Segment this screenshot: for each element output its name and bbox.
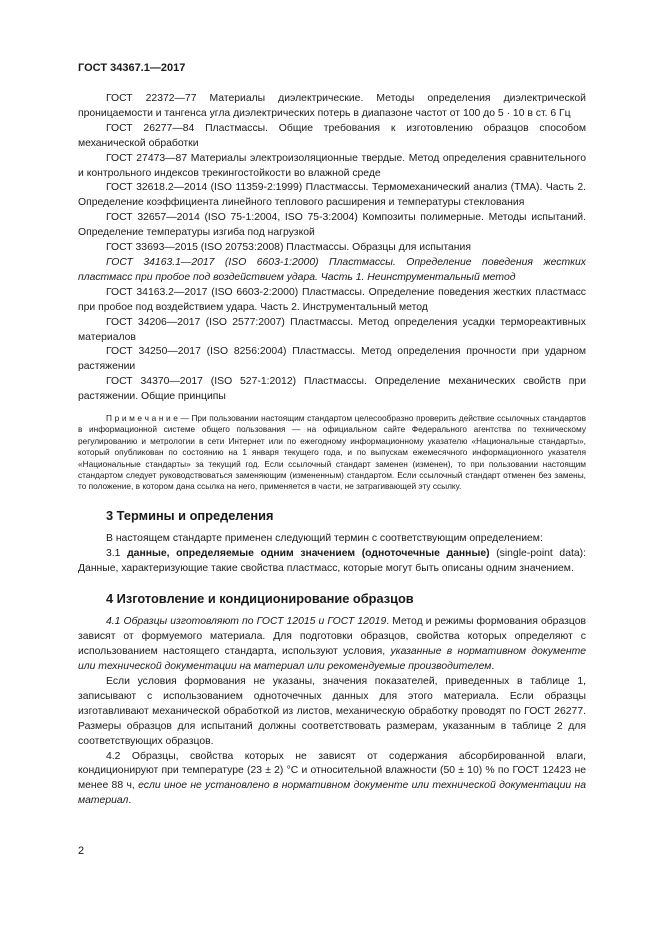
reference-item: ГОСТ 33693—2015 (ISO 20753:2008) Пластмассы. Образцы для испытания — [106, 242, 471, 254]
reference-note — [78, 413, 586, 493]
section-3-intro: В настоящем стандарте применен следующий термин с соответствующим определением: — [106, 532, 543, 544]
reference-item: ГОСТ 34370—2017 (ISO 527-1:2012) Пластмассы. Определение механических свойств при растяжении. Общие принципы — [78, 376, 586, 403]
clause-4-2: 4.2 Образцы, свойства которых не зависят от содержания абсорбированной влаги, кондиционируют при температуре (23 ± 2) °С и относительной влажности (50 ± 10) % по ГОСТ 12423 не менее 88 ч, если иное не установлено в нормативном документе или технической документации на материал. — [78, 750, 586, 807]
reference-item: ГОСТ 22372—77 Материалы диэлектрические. Методы определения диэлектрической проницаемости и тангенса угла диэлектрических потерь в диапазоне частот от 100 до 5 · 10 в ст. 6 Гц — [78, 93, 586, 119]
page-number: 2 — [78, 845, 85, 857]
note-text: — При пользовании настоящим стандартом целесообразно проверить действие ссылочных стандартов в информационной системе общего пользования — на официальном сайте Федерального агентства по техническому регулированию и метрологии в сети Интернет или по ежегодному информационному указателю «Национальные стандарты», который опубликован по состоянию на 1 января текущего года, и по выпускам ежемесячного информационного указателя «Национальные стандарты» за текущий год. Если ссылочный стандарт заменен (изменен), то при пользовании настоящим стандартом следует руководствоваться заменяющим (измененным) стандартом. Если ссылочный стандарт отменен без замены, то положение, в котором дана ссылка на него, применяется в части, не затрагивающей эту ссылку. — [78, 413, 586, 492]
reference-item: ГОСТ 34250—2017 (ISO 8256:2004) Пластмассы. Метод определения прочности при ударном растяжении — [78, 346, 586, 373]
term-name: данные, определяемые одним значением (одноточечные данные) — [127, 547, 490, 559]
reference-item: ГОСТ 34163.2—2017 (ISO 6603-2:2000) Пластмассы. Определение поведения жестких пластмасс при пробое под воздействием удара. Часть 2. Инструментальный метод — [78, 286, 586, 313]
note-label: П р и м е ч а н и е — [106, 413, 178, 424]
reference-item: ГОСТ 34206—2017 (ISO 2577:2007) Пластмассы. Метод определения усадки термореактивных материалов — [78, 316, 586, 343]
section-3-heading: 3 Термины и определения — [106, 507, 274, 523]
term-text: (single-point data): Данные, характеризующие такие свойства пластмасс, которые могут быть описаны одним значением. — [78, 547, 586, 574]
clause-4-1: 4.1 Образцы изготовляют по ГОСТ 12015 и ГОСТ 12019. Метод и режимы формования образцов зависят от формуемого материала. Для подготовки образцов, свойства которых определяют с использованием настоящего стандарта, используют условия, указанные в нормативном документе или технической документации на материал или рекомендуемые производителем. — [78, 616, 587, 673]
term-number: 3.1 — [106, 547, 128, 559]
document-header: ГОСТ 34367.1—2017 — [78, 62, 186, 74]
reference-item: ГОСТ 32618.2—2014 (ISO 11359-2:1999) Пластмассы. Термомеханический анализ (ТМА). Часть 2. Определение коэффициента линейного теплового расширения и температуры стеклования — [78, 182, 586, 209]
reference-item: ГОСТ 34163.1—2017 (ISO 6603-1:2000) Пластмассы. Определение поведения жестких пластмасс при пробое под воздействием удара. Часть 1. Неинструментальный метод — [78, 256, 586, 283]
term-definition — [78, 547, 586, 577]
reference-item: ГОСТ 26277—84 Пластмассы. Общие требования к изготовлению образцов способом механической обработки — [78, 122, 586, 149]
clause-4-1-paragraph-2: Если условия формования не указаны, значения показателей, приведенных в таблице 1, записывают с использованием одноточечных данных для этого материала. Если образцы изготавливают механической обработкой из листов, механическую обработку проводят по ГОСТ 26277. Размеры образцов для испытаний должны соответствовать размерам, указанным в таблице 2 для соответствующих образцов. — [78, 676, 586, 747]
section-4-heading: 4 Изготовление и кондиционирование образцов — [106, 590, 414, 606]
reference-item: ГОСТ 32657—2014 (ISO 75-1:2004, ISO 75-3:2004) Композиты полимерные. Методы испытаний. Определение температуры изгиба под нагрузкой — [78, 212, 586, 239]
page-body — [78, 92, 586, 809]
reference-item: ГОСТ 27473—87 Материалы электроизоляционные твердые. Метод определения сравнительного и контрольного индексов трекингостойкости во влажной среде — [78, 152, 586, 179]
